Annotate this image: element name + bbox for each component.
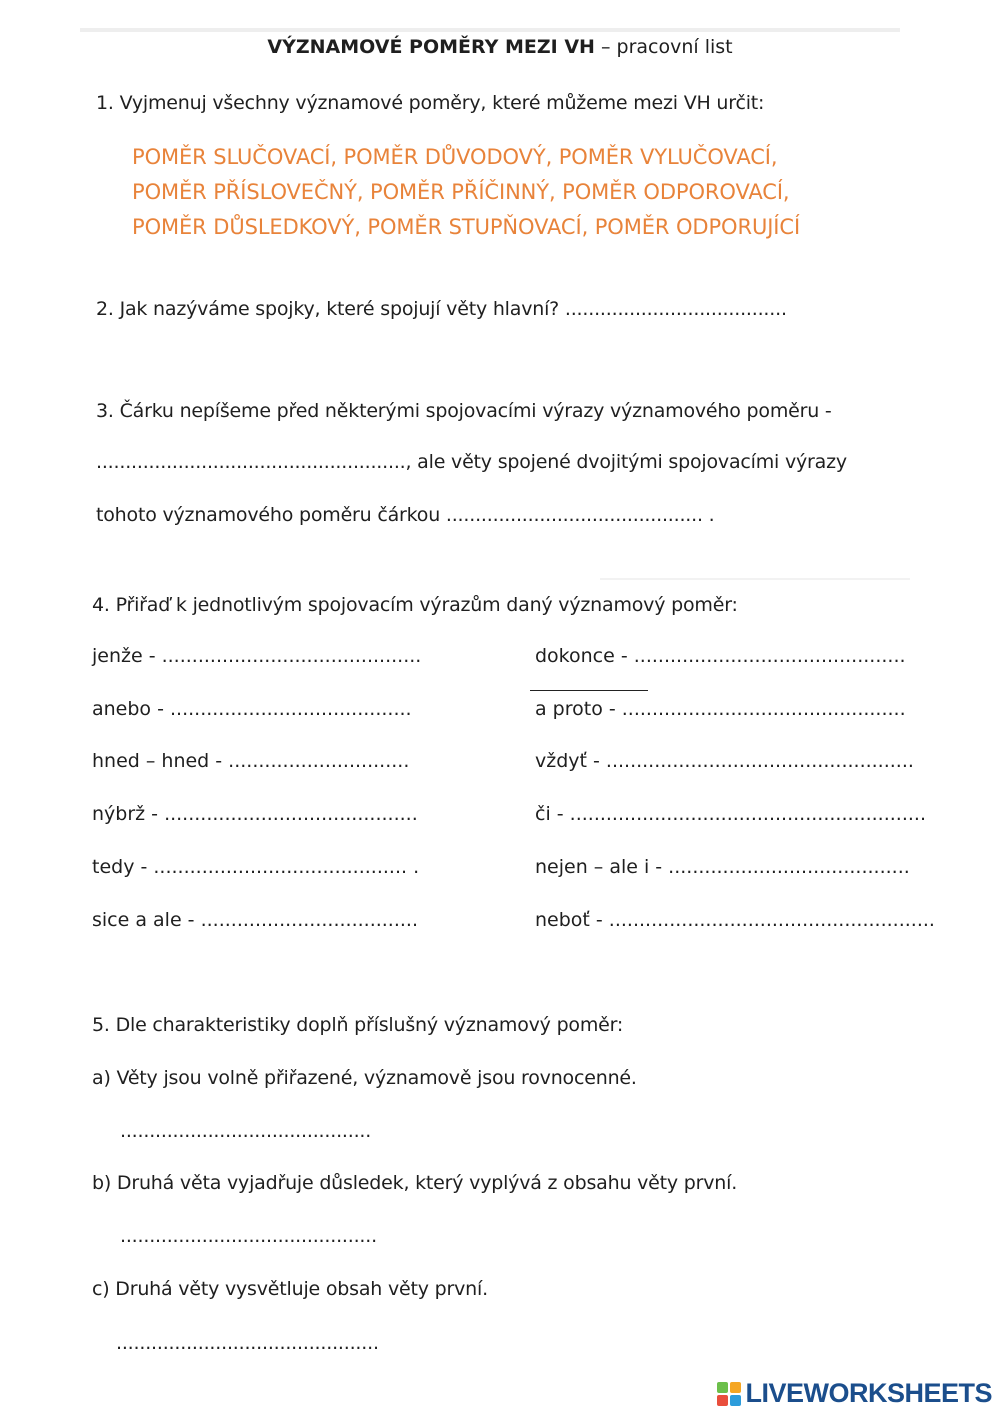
question-5a-blank: ...........................................: [120, 1120, 372, 1142]
left-item-2: anebo - ........................................: [92, 698, 412, 720]
left-item-1: jenže - ...........................................: [92, 645, 422, 667]
left-item-5: tedy - .......................................... .: [92, 856, 420, 878]
question-5b: b) Druhá věta vyjadřuje důsledek, který vyplývá z obsahu věty první.: [92, 1172, 738, 1194]
left-item-4: nýbrž - ..........................................: [92, 803, 418, 825]
question-1: 1. Vyjmenuj všechny významové poměry, které můžeme mezi VH určit:: [96, 92, 765, 114]
question-3-line-1: 3. Čárku nepíšeme před některými spojovacími výrazy významového poměru -: [96, 400, 832, 422]
question-3-line-2: ....................................................., ale věty spojené dvojitými spojovacími výrazy: [96, 451, 847, 473]
liveworksheets-logo[interactable]: [717, 1378, 992, 1409]
answer-line-3: POMĚR DŮSLEDKOVÝ, POMĚR STUPŇOVACÍ, POMĚR ODPORUJÍCÍ: [132, 215, 801, 239]
question-4: 4. Přiřaď k jednotlivým spojovacím výrazům daný významový poměr:: [92, 594, 738, 616]
answer-line-2: POMĚR PŘÍSLOVEČNÝ, POMĚR PŘÍČINNÝ, POMĚR ODPOROVACÍ,: [132, 180, 790, 204]
question-5a: a) Věty jsou volně přiřazené, významově jsou rovnocenné.: [92, 1067, 637, 1089]
answer-line-1: POMĚR SLUČOVACÍ, POMĚR DŮVODOVÝ, POMĚR VYLUČOVACÍ,: [132, 145, 778, 169]
left-item-3: hned – hned - ..............................: [92, 750, 410, 772]
title-bold: VÝZNAMOVÉ POMĚRY MEZI VH: [267, 36, 595, 58]
right-item-1: dokonce - .............................................: [535, 645, 906, 667]
answer-underline: [530, 690, 648, 691]
right-item-3: vždyť - ...................................................: [535, 750, 914, 772]
question-2: 2. Jak nazýváme spojky, které spojují věty hlavní? ......................................: [96, 298, 787, 320]
question-3-line-3: tohoto významového poměru čárkou ............................................ .: [96, 504, 715, 526]
right-item-6: neboť - ......................................................: [535, 909, 935, 931]
right-item-2: a proto - ...............................................: [535, 698, 906, 720]
question-5c-blank: .............................................: [116, 1332, 379, 1354]
separator: [600, 578, 910, 580]
title-rest: – pracovní list: [594, 36, 733, 58]
question-5: 5. Dle charakteristiky doplň příslušný významový poměr:: [92, 1014, 624, 1036]
question-5c: c) Druhá věty vysvětluje obsah věty první.: [92, 1278, 488, 1300]
top-rule: [80, 28, 900, 32]
liveworksheets-logo-text: LIVEWORKSHEETS: [745, 1378, 992, 1408]
liveworksheets-logo-icon: [717, 1382, 741, 1406]
left-item-6: sice a ale - ....................................: [92, 909, 419, 931]
right-item-5: nejen – ale i - ........................................: [535, 856, 910, 878]
question-5b-blank: ............................................: [120, 1225, 377, 1247]
right-item-4: či - ...........................................................: [535, 803, 926, 825]
worksheet-title: [0, 36, 1000, 58]
